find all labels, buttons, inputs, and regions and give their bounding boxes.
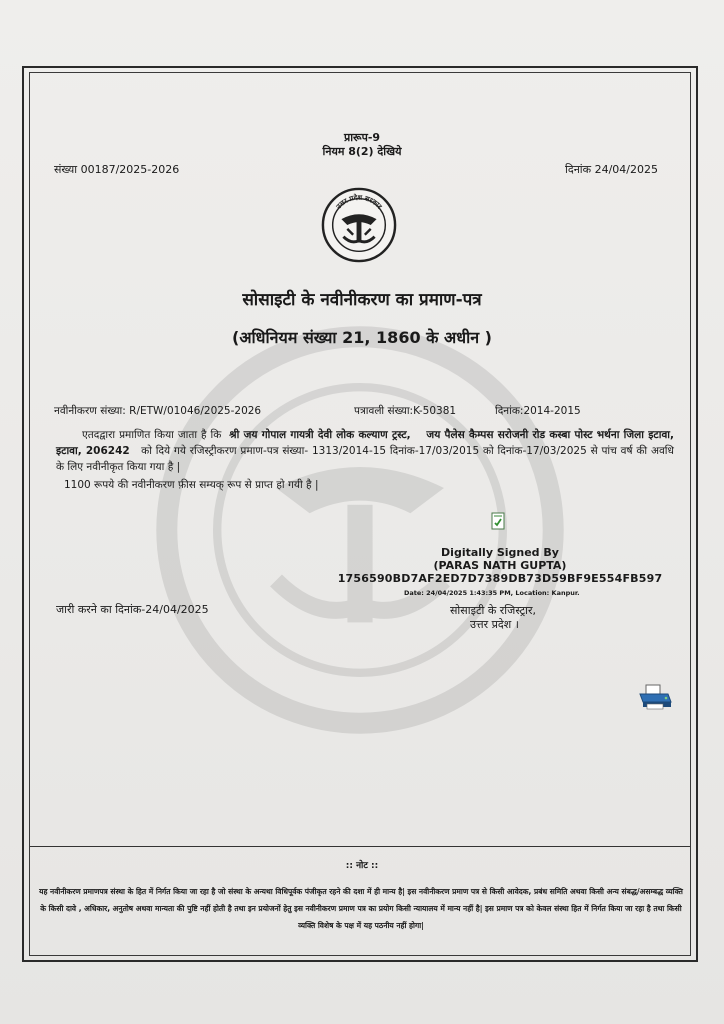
file-date: दिनांक:2014-2015: [495, 405, 581, 417]
reference-number: संख्या 00187/2025-2026: [54, 163, 180, 176]
issue-date-top: दिनांक 24/04/2025: [565, 163, 658, 176]
fee-statement: 1100 रूपये की नवीनीकरण फ़ीस सम्यक् रूप से प्राप्त हो गयी है |: [64, 479, 319, 491]
signed-by-label: Digitally Signed By: [441, 546, 559, 559]
registrar-state: उत्तर प्रदेश ।: [470, 618, 519, 631]
certificate-subtitle: (अधिनियम संख्या 21, 1860 के अधीन ): [232, 328, 492, 347]
note-divider: [30, 846, 690, 847]
certificate-title: सोसाइटी के नवीनीकरण का प्रमाण-पत्र: [242, 290, 482, 310]
printer-icon[interactable]: [637, 684, 673, 710]
issue-date: जारी करने का दिनांक-24/04/2025: [56, 603, 209, 616]
digital-signature-icon[interactable]: [491, 512, 505, 530]
body-rest: को दिये गये रजिस्ट्रीकरण प्रमाण-पत्र संख्या- 1313/2014-15 दिनांक-17/03/2015 को दिनांक-17/03/2025 से पांच वर्ष की अवधि के लिए नवीनीकृत किया गया है |: [56, 445, 674, 473]
emblem-inscription: उत्तर प्रदेश सरकार: [334, 193, 384, 211]
rule-reference: नियम 8(2) देखिये: [322, 145, 402, 158]
signer-name: (PARAS NATH GUPTA): [433, 559, 567, 572]
note-heading: :: नोट ::: [345, 861, 379, 871]
signature-date-location: Date: 24/04/2025 1:43:35 PM, Location: Kanpur.: [404, 589, 580, 597]
certificate-body: [56, 427, 674, 475]
society-address: जय पैलेस कैम्पस सरोजनी रोड कस्बा पोस्ट भर्थना जिला इटावा, इटावा, 206242: [56, 429, 674, 457]
signature-hash: 1756590BD7AF2ED7D7389DB73D59BF9E554FB597: [337, 572, 663, 585]
registrar-title: सोसाइटी के रजिस्ट्रार,: [450, 604, 536, 617]
form-number: प्रारूप-9: [343, 131, 381, 144]
renewal-number: नवीनीकरण संख्या: R/ETW/01046/2025-2026: [54, 405, 262, 417]
body-intro: एतदद्वारा प्रमाणित किया जाता है कि: [82, 429, 222, 441]
society-name: श्री जय गोपाल गायत्री देवी लोक कल्याण ट्रस्ट,: [229, 429, 411, 441]
file-number: पत्रावली संख्या:K-50381: [354, 405, 457, 417]
up-government-emblem-icon: [320, 186, 398, 264]
note-text: यह नवीनीकरण प्रमाणपत्र संस्था के हित में निर्गत किया जा रहा है जो संस्था के अन्यथा विधिपूर्वक पंजीकृत रहने की दशा में ही मान्य है| इस नवीनीकरण प्रमाण पत्र से किसी आवेदक, प्रबंध समिति अथवा किसी अन्य संबद्ध/असम्बद्ध व्यक्ति के किसी दावे , अधिकार, अनुतोष अथवा मान्यता की पुष्टि नहीं होती है तथा इन प्रयोजनों हेतु इस नवीनीकरण प्रमाण पत्र का प्रयोग किसी न्यायालय में मान्य नहीं है| इस प्रमाण पत्र को केवल संस्था हित में निर्गत किया जा रहा है तथा किसी व्यक्ति विशेष के पक्ष में यह पठनीय नहीं होगा|: [39, 887, 683, 930]
